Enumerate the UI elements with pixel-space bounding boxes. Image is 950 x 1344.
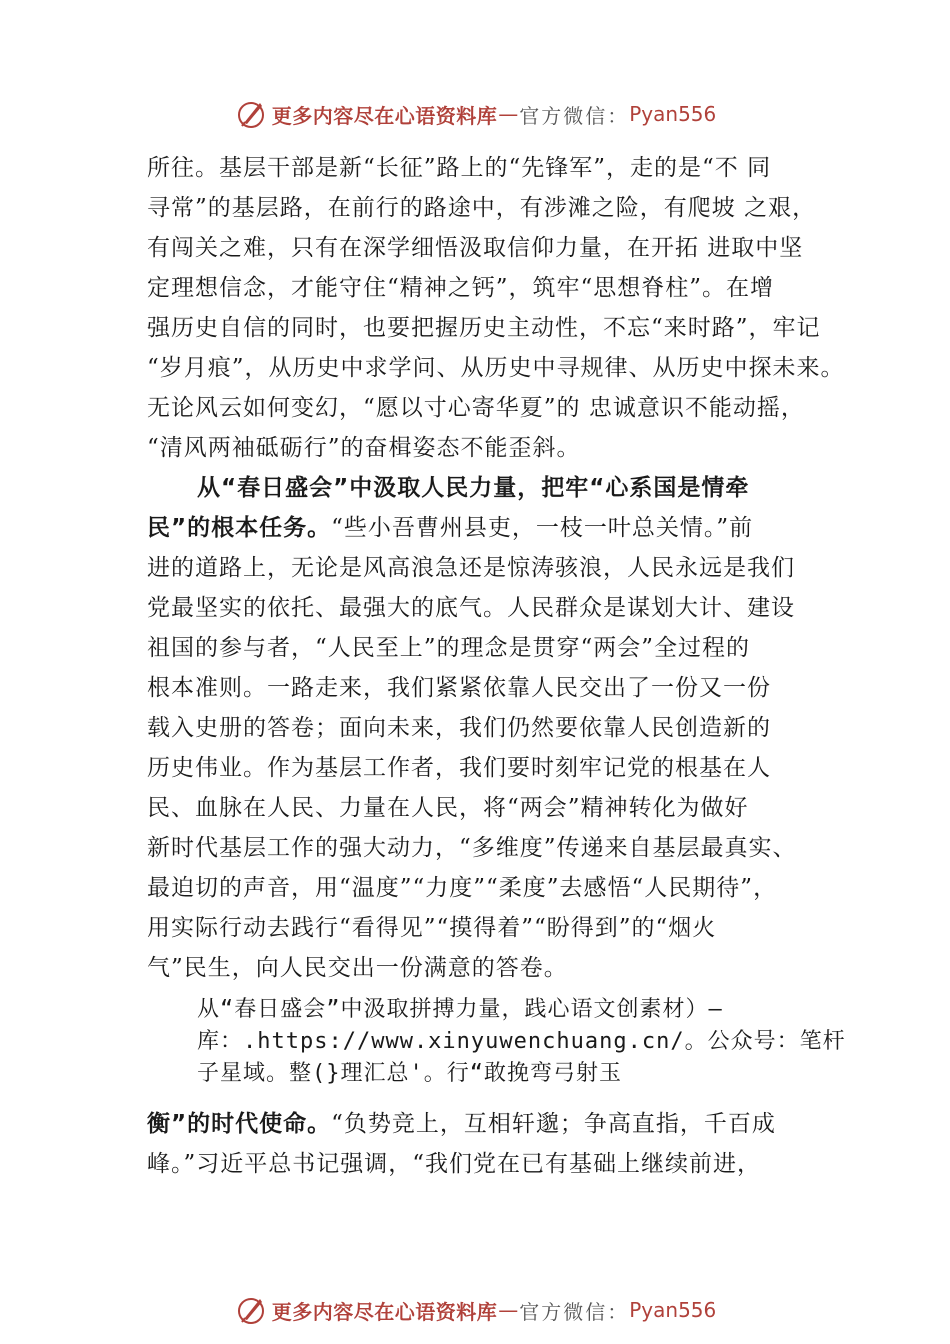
header-site-text: 更多内容尽在心语资料库 <box>271 103 498 128</box>
text-line-rest: “些小吾曹州县吏，一枝一叶总关情。”前 <box>331 515 754 541</box>
quill-logo-icon <box>234 1293 268 1327</box>
watermark-line: 从“春日盛会”中汲取拼搏力量，践心语文创素材）— <box>197 997 723 1022</box>
text-line: 寻常”的基层路，在前行的路途中，有涉滩之险，有爬坡 之艰， <box>147 195 817 221</box>
text-line <box>147 1104 847 1144</box>
text-line: 定理想信念，才能守住“精神之钙”，筑牢“思想脊柱”。在增 <box>147 275 775 301</box>
footer-wechat-id: Pyan556 <box>629 1298 717 1322</box>
header-banner <box>0 94 950 134</box>
text-line: 峰。”习近平总书记强调，“我们党在已有基础上继续前进， <box>147 1151 762 1177</box>
section-heading <box>147 468 847 508</box>
text-line: 最迫切的声音，用“温度”“力度”“柔度”去感悟“人民期待”， <box>147 875 778 901</box>
text-line: 进的道路上，无论是风高浪急还是惊涛骇浪，人民永远是我们 <box>147 555 795 581</box>
header-dash: — <box>498 102 519 126</box>
section-heading-text: 从“春日盛会”中汲取人民力量，把牢“心系国是情牵 <box>197 475 750 501</box>
text-line: 所往。基层干部是新“长征”路上的“先锋军”，走的是“不 同 <box>147 155 772 181</box>
text-line: 有闯关之难，只有在深学细悟汲取信仰力量，在开拓 进取中坚 <box>147 235 804 261</box>
footer-official: 官方微信： <box>519 1299 630 1324</box>
header-official: 官方微信： <box>519 103 630 128</box>
text-line: 祖国的参与者，“人民至上”的理念是贯穿“两会”全过程的 <box>147 635 751 661</box>
header-wechat-id: Pyan556 <box>629 102 717 126</box>
text-line: 强历史自信的同时，也要把握历史主动性，不忘“来时路”，牢记 <box>147 315 821 341</box>
text-line: 用实际行动去践行“看得见”“摸得着”“盼得到”的“烟火 <box>147 915 717 941</box>
inserted-watermark-block <box>147 988 847 1104</box>
section-heading-text: 民”的根本任务。 <box>147 515 332 541</box>
quill-logo-icon <box>234 97 268 131</box>
text-line: 载入史册的答卷；面向未来，我们仍然要依靠人民创造新的 <box>147 715 771 741</box>
text-line: 根本准则。一路走来，我们紧紧依靠人民交出了一份又一份 <box>147 675 771 701</box>
text-line: “清风两袖砥砺行”的奋楫姿态不能歪斜。 <box>147 435 581 461</box>
text-line: 气”民生，向人民交出一份满意的答卷。 <box>147 955 568 981</box>
text-line: 民、血脉在人民、力量在人民，将“两会”精神转化为做好 <box>147 795 749 821</box>
text-line <box>147 508 847 548</box>
text-line: 历史伟业。作为基层工作者，我们要时刻牢记党的根基在人 <box>147 755 771 781</box>
text-line: 无论风云如何变幻，“愿以寸心寄华夏”的 忠诚意识不能动摇， <box>147 395 805 421</box>
footer-site-text: 更多内容尽在心语资料库 <box>271 1299 498 1324</box>
text-line-rest: “负势竞上，互相轩邈；争高直指，千百成 <box>331 1111 776 1137</box>
text-line: 新时代基层工作的强大动力，“多维度”传递来自基层最真实、 <box>147 835 797 861</box>
footer-banner <box>0 1290 950 1330</box>
section-heading-text: 衡”的时代使命。 <box>147 1111 332 1137</box>
document-body <box>147 148 847 1184</box>
watermark-line: 库：.https://www.xinyuwenchuang.cn/。公众号：笔杆 <box>197 1029 846 1054</box>
footer-dash: — <box>498 1298 519 1322</box>
watermark-line: 子星域。整(}理汇总'。行“敢挽弯弓射玉 <box>197 1061 622 1086</box>
text-line: 党最坚实的依托、最强大的底气。人民群众是谋划大计、建设 <box>147 595 795 621</box>
text-line: “岁月痕”，从历史中求学问、从历史中寻规律、从历史中探未来。 <box>147 355 845 381</box>
